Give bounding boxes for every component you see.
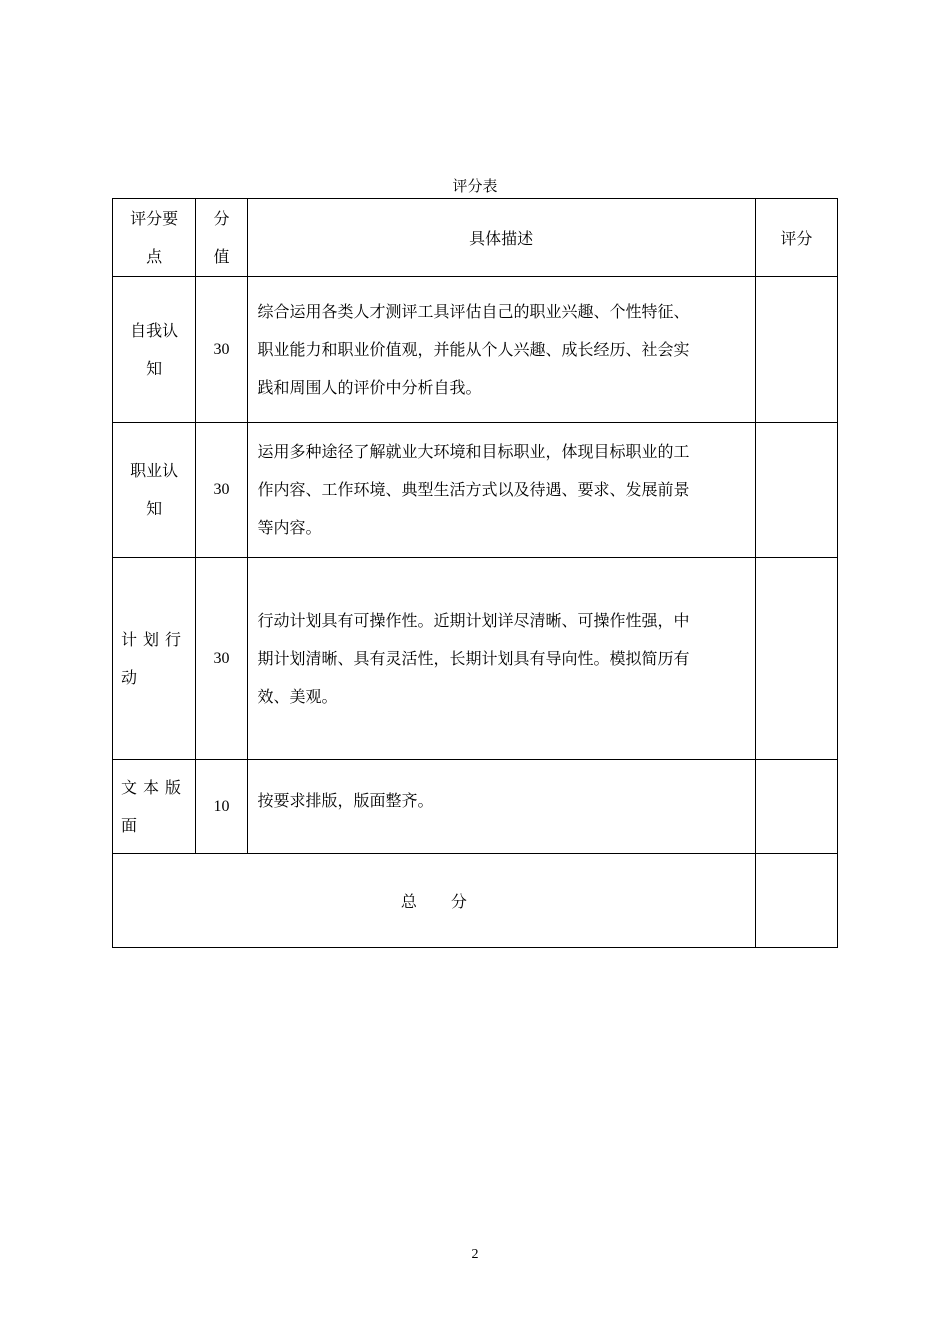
table-row <box>113 277 838 423</box>
table-row <box>113 558 838 760</box>
value-cell <box>196 277 247 423</box>
item-label-line1: 职业认 <box>130 461 179 480</box>
item-label-line1: 计划行 <box>121 629 188 649</box>
page-number: 2 <box>471 1247 479 1262</box>
description-line: 作内容、工作环境、典型生活方式以及待遇、要求、发展前景 <box>257 480 690 499</box>
item-cell <box>113 277 196 423</box>
description-line: 效、美观。 <box>257 686 338 706</box>
score-cell[interactable] <box>755 423 837 558</box>
description-cell <box>247 277 755 423</box>
item-label-line2: 知 <box>146 499 163 518</box>
header-description-cell: 具体描述 <box>247 199 755 277</box>
description-line: 按要求排版，版面整齐。 <box>257 791 434 810</box>
scoring-table <box>112 198 838 948</box>
header-item-cell <box>113 199 196 277</box>
header-item-line2: 点 <box>146 246 163 266</box>
item-label-line1: 文本版 <box>121 777 188 797</box>
description-cell <box>247 423 755 558</box>
item-label-line2: 动 <box>121 667 144 687</box>
total-score-cell[interactable] <box>755 854 837 948</box>
total-label: 总分 <box>400 892 501 911</box>
header-item-line1: 评分要 <box>130 208 179 228</box>
item-cell <box>113 760 196 854</box>
value-cell <box>196 558 247 760</box>
description-line: 职业能力和职业价值观，并能从个人兴趣、成长经历、社会实 <box>257 339 690 359</box>
header-value-line2: 值 <box>213 246 230 266</box>
value-cell <box>196 760 247 854</box>
description-line: 运用多种途径了解就业大环境和目标职业，体现目标职业的工 <box>257 442 690 461</box>
table-row <box>113 760 838 854</box>
description-line: 综合运用各类人才测评工具评估自己的职业兴趣、个性特征、 <box>257 301 690 321</box>
description-line: 行动计划具有可操作性。近期计划详尽清晰、可操作性强，中 <box>257 610 690 630</box>
item-label-line1: 自我认 <box>130 320 179 340</box>
item-label-line2: 面 <box>121 815 144 835</box>
total-row <box>113 854 838 948</box>
score-cell[interactable] <box>755 277 837 423</box>
description-cell <box>247 760 755 854</box>
item-cell <box>113 423 196 558</box>
value-number: 10 <box>213 797 230 815</box>
table-row <box>113 423 838 558</box>
value-cell <box>196 423 247 558</box>
item-label-line2: 知 <box>146 358 163 378</box>
header-value-cell <box>196 199 247 277</box>
description-line: 等内容。 <box>257 518 322 537</box>
score-cell[interactable] <box>755 760 837 854</box>
item-cell <box>113 558 196 760</box>
score-cell[interactable] <box>755 558 837 760</box>
header-row <box>113 199 838 277</box>
header-score-cell: 评分 <box>755 199 837 277</box>
value-number: 30 <box>213 649 230 667</box>
description-line: 践和周围人的评价中分析自我。 <box>257 377 482 397</box>
total-label-cell <box>113 854 756 948</box>
description-cell <box>247 558 755 760</box>
description-line: 期计划清晰、具有灵活性，长期计划具有导向性。模拟简历有 <box>257 648 690 668</box>
header-value-line1: 分 <box>213 208 230 228</box>
value-number: 30 <box>213 481 230 498</box>
value-number: 30 <box>213 340 230 358</box>
table-caption: 评分表 <box>452 177 498 195</box>
